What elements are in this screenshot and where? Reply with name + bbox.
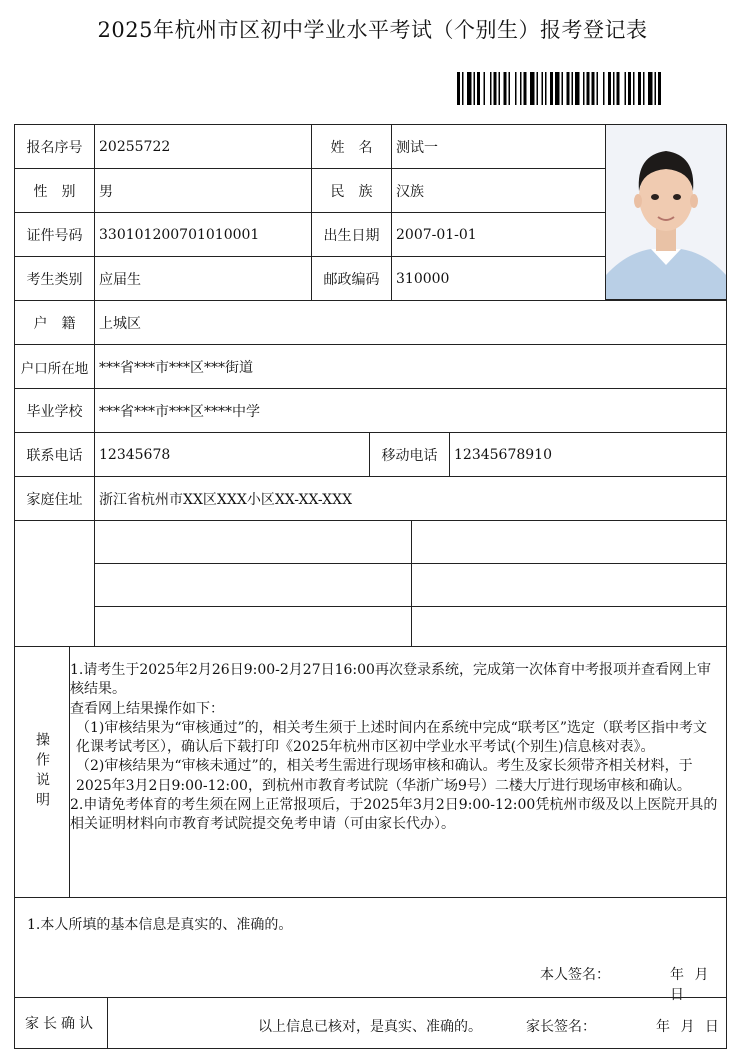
mobile-value: 12345678910: [449, 432, 727, 477]
instructions: [69, 646, 727, 898]
instruction-line: 2.申请免考体育的考生须在网上正常报项后，于2025年3月2日9:00-12:00凭杭州市级及以上医院开具的相关证明材料向市教育考试院提交免考申请（可由家长代办）。: [70, 797, 718, 833]
parent-sign-label: 家长签名：: [526, 1019, 596, 1035]
declaration-box: [14, 897, 727, 1003]
instruction-line: （2)审核结果为“审核未通过”的，相关考生需进行现场审核和确认。考生及家长须带齐相关材料，于2025年3月2日9:00-12:00，到杭州市教育考试院（华浙广场9号）二楼大厅进行现场审核和确认。: [76, 758, 693, 794]
postcode-label: 邮政编码: [311, 256, 392, 301]
instruction-line: （1)审核结果为“审核通过”的，相关考生须于上述时间内在系统中完成“联考区”选定（联考区指中考文化课考试考区），确认后下载打印《2025年杭州市区初中学业水平考试(个别生)信息核对表》。: [76, 719, 707, 756]
parent-confirm-label: 家长确认: [14, 997, 108, 1049]
empty-cell: [411, 520, 727, 564]
category-value: 应届生: [94, 256, 312, 301]
phone-value: 12345678: [94, 432, 370, 477]
school-label: 毕业学校: [14, 388, 95, 433]
parent-confirm-text: 以上信息已核对，是真实、准确的。: [258, 1019, 482, 1035]
gender-value: 男: [94, 168, 312, 213]
barcode: [457, 72, 715, 105]
huji-addr-label: 户口所在地: [14, 344, 95, 389]
notes-label: 操作说明: [14, 646, 70, 898]
gender-label: 性 别: [14, 168, 95, 213]
phone-label: 联系电话: [14, 432, 95, 477]
student-photo: [605, 124, 727, 300]
empty-cell: [94, 563, 412, 607]
reg-no-value: 20255722: [94, 124, 312, 169]
empty-label-cell: [14, 520, 95, 647]
postcode-value: 310000: [391, 256, 606, 301]
parent-sign-date: 年 月 日: [656, 1019, 719, 1035]
dob-label: 出生日期: [311, 212, 392, 257]
name-label: 姓 名: [311, 124, 392, 169]
parent-confirm-box: [107, 997, 727, 1049]
huji-label: 户 籍: [14, 300, 95, 345]
ethnicity-label: 民 族: [311, 168, 392, 213]
student-sign-label: 本人签名：: [540, 967, 610, 983]
empty-cell: [94, 606, 412, 647]
dob-value: 2007-01-01: [391, 212, 606, 257]
ethnicity-value: 汉族: [391, 168, 606, 213]
category-label: 考生类别: [14, 256, 95, 301]
huji-addr-value: ***省***市***区***街道: [94, 344, 727, 389]
home-label: 家庭住址: [14, 476, 95, 521]
name-value: 测试一: [391, 124, 606, 169]
home-value: 浙江省杭州市XX区XXX小区XX-XX-XXX: [94, 476, 727, 521]
page-title: 2025年杭州市区初中学业水平考试（个别生）报考登记表: [97, 18, 648, 42]
declaration-text: 1.本人所填的基本信息是真实的、准确的。: [27, 917, 293, 933]
school-value: ***省***市***区****中学: [94, 388, 727, 433]
instruction-line: 1.请考生于2025年2月26日9:00-2月27日16:00再次登录系统，完成第一次体育中考报项并查看网上审核结果。: [70, 662, 711, 698]
student-sign-date: 年 月 日: [670, 967, 709, 1003]
huji-value: 上城区: [94, 300, 727, 345]
id-label: 证件号码: [14, 212, 95, 257]
empty-cell: [411, 606, 727, 647]
reg-no-label: 报名序号: [14, 124, 95, 169]
instruction-line: 查看网上结果操作如下：: [70, 700, 224, 717]
id-value: 330101200701010001: [94, 212, 312, 257]
empty-cell: [94, 520, 412, 564]
mobile-label: 移动电话: [369, 432, 450, 477]
empty-cell: [411, 563, 727, 607]
